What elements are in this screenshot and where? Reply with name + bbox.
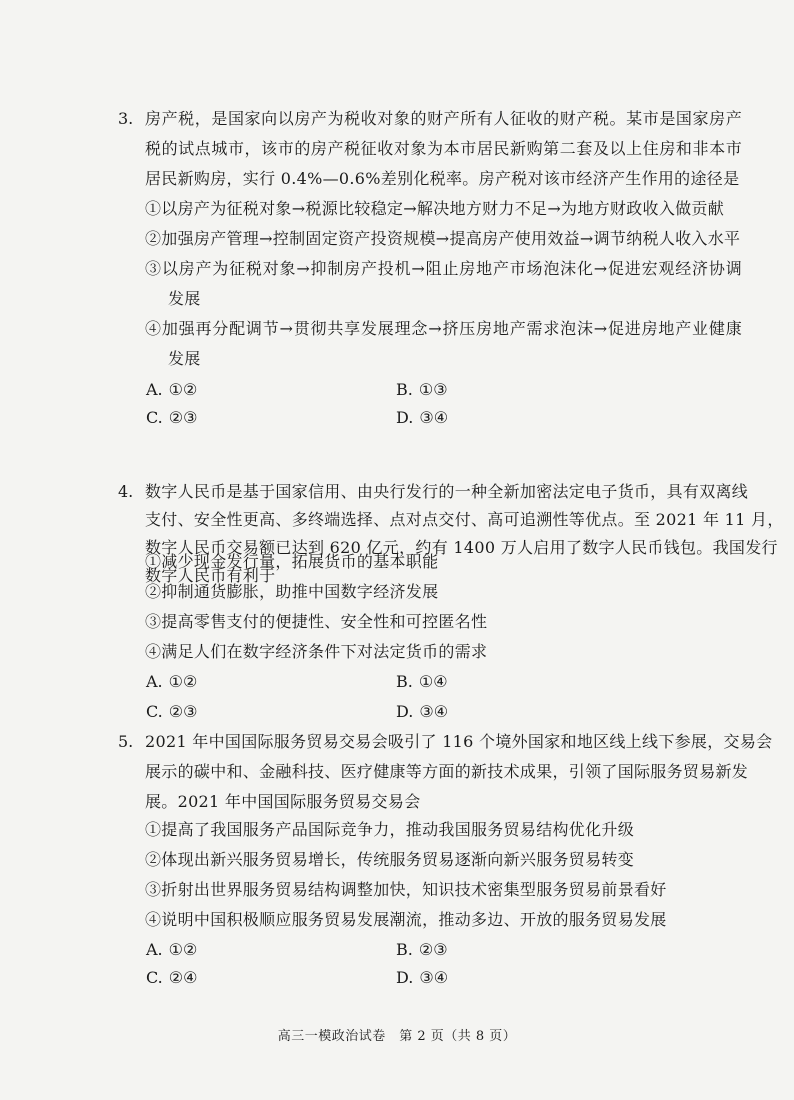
question-stem-line: 支付、安全性更高、多终端选择、点对点交付、高可追溯性等优点。至 2021 年 11 月， [145,510,784,529]
option-value: ②③ [168,408,198,427]
question-number: 4. [118,482,134,501]
statement-line: ②体现出新兴服务贸易增长，传统服务贸易逐渐向新兴服务贸易转变 [145,850,635,869]
answer-option-d [396,968,448,988]
option-letter: D. [396,968,414,987]
answer-option-a [146,940,197,960]
statement-line: ①提高了我国服务产品国际竞争力，推动我国服务贸易结构优化升级 [145,820,635,839]
statement-line: ③提高零售支付的便捷性、安全性和可控匿名性 [145,612,488,631]
statement-line: ①以房产为征税对象→税源比较稳定→解决地方财力不足→为地方财政收入做贡献 [145,199,725,218]
option-letter: B. [396,672,413,691]
option-letter: C. [146,408,163,427]
option-value: ①② [168,672,198,691]
answer-option-d [396,702,448,722]
statement-line: ④满足人们在数字经济条件下对法定货币的需求 [145,642,488,661]
question-stem-line: 房产税，是国家向以房产为税收对象的财产所有人征收的财产税。某市是国家房产 [145,109,742,128]
option-letter: B. [396,940,413,959]
answer-option-a [146,672,197,692]
option-letter: A. [146,380,163,399]
statement-line: 发展 [168,349,201,368]
question-stem-line: 展。2021 年中国国际服务贸易交易会 [145,792,421,811]
option-letter: D. [396,702,414,721]
answer-option-c [146,702,197,722]
answer-option-b [396,672,448,692]
statement-line: ③以房产为征税对象→抑制房产投机→阻止房地产市场泡沫化→促进宏观经济协调 [145,259,742,278]
question-stem-line: 数字人民币是基于国家信用、由央行发行的一种全新加密法定电子货币，具有双离线 [145,482,749,501]
option-value: ③④ [419,968,449,987]
question-stem-line: 2021 年中国国际服务贸易交易会吸引了 116 个境外国家和地区线上线下参展，交易会 [145,732,773,751]
answer-option-d [396,408,448,428]
statement-line: ②抑制通货膨胀，助推中国数字经济发展 [145,582,439,601]
statement-line: ③折射出世界服务贸易结构调整加快，知识技术密集型服务贸易前景看好 [145,880,667,899]
answer-option-c [146,968,197,988]
question-stem-line: 数字人民币有利于 [145,566,276,585]
option-value: ①③ [418,380,448,399]
option-letter: A. [146,672,163,691]
answer-option-a [146,380,197,400]
option-letter: C. [146,702,163,721]
statement-line: 发展 [168,289,201,308]
option-value: ①② [168,380,198,399]
option-value: ③④ [419,702,449,721]
option-letter: C. [146,968,163,987]
question-stem-line: 居民新购房，实行 0.4%—0.6%差别化税率。房产税对该市经济产生作用的途径是 [145,169,740,188]
page-footer: 高三一模政治试卷 第 2 页（共 8 页） [277,1029,517,1044]
option-value: ②③ [168,702,198,721]
statement-line: ④加强再分配调节→贯彻共享发展理念→挤压房地产需求泡沫→促进房地产业健康 [145,319,742,338]
option-value: ①④ [418,672,448,691]
option-value: ①② [168,940,198,959]
statement-line: ①减少现金发行量，拓展货币的基本职能 [145,552,439,571]
option-value: ②④ [168,968,198,987]
option-letter: B. [396,380,413,399]
answer-option-b [396,940,448,960]
question-stem-line: 数字人民币交易额已达到 620 亿元，约有 1400 万人启用了数字人民币钱包。我国发行 [145,538,778,557]
question-stem-line: 税的试点城市，该市的房产税征收对象为本市居民新购第二套及以上住房和非本市 [145,139,742,158]
option-value: ③④ [419,408,449,427]
option-value: ②③ [418,940,448,959]
answer-option-c [146,408,197,428]
question-number: 3. [118,109,134,128]
answer-option-b [396,380,448,400]
option-letter: D. [396,408,414,427]
statement-line: ②加强房产管理→控制固定资产投资规模→提高房产使用效益→调节纳税人收入水平 [145,229,741,248]
question-number: 5. [118,732,134,751]
option-letter: A. [146,940,163,959]
question-stem-line: 展示的碳中和、金融科技、医疗健康等方面的新技术成果，引领了国际服务贸易新发 [145,762,749,781]
statement-line: ④说明中国积极顺应服务贸易发展潮流，推动多边、开放的服务贸易发展 [145,910,667,929]
